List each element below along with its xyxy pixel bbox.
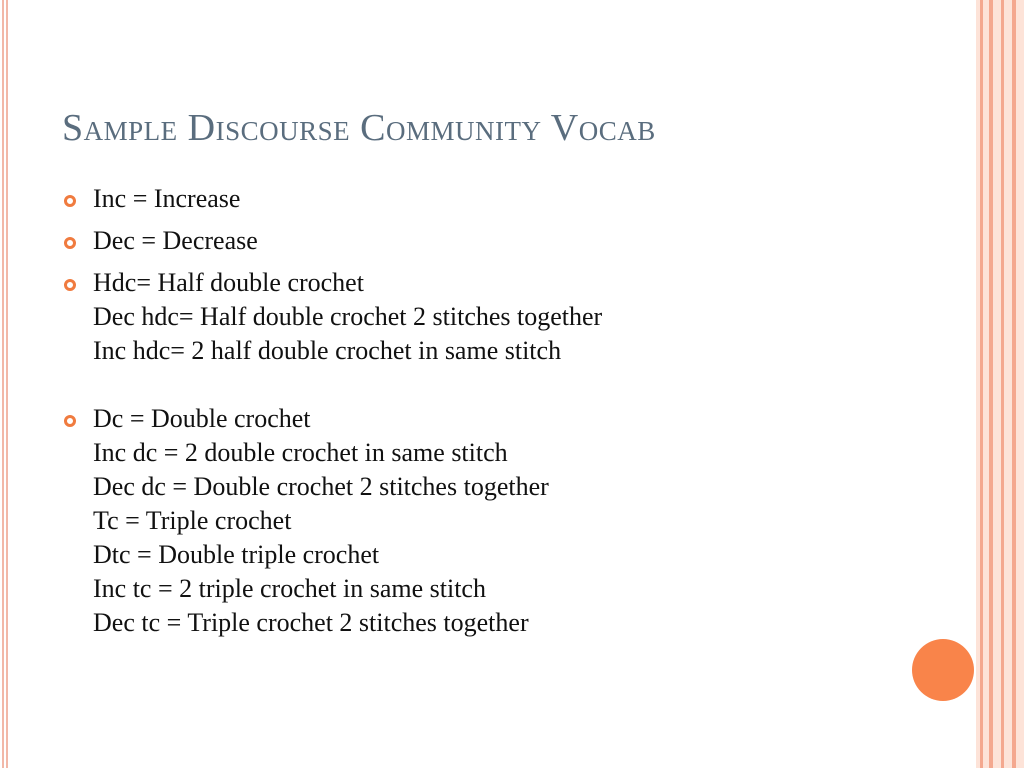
- left-border-line: [6, 0, 8, 768]
- bullet-text: Inc = Increase: [93, 184, 241, 213]
- bullet-item: [62, 224, 942, 258]
- right-border-stripe: [1001, 0, 1004, 768]
- bullet-text: Hdc= Half double crochet: [93, 268, 364, 297]
- bullet-text: Dec tc = Triple crochet 2 stitches together: [93, 608, 529, 637]
- bullet-text: Inc hdc= 2 half double crochet in same stitch: [93, 336, 562, 365]
- left-border-line: [2, 0, 4, 768]
- right-border-stripe: [1012, 0, 1016, 768]
- bullet-text: Dec dc = Double crochet 2 stitches together: [93, 472, 549, 501]
- bullet-item: [62, 182, 942, 216]
- bullet-text: Dec hdc= Half double crochet 2 stitches together: [93, 302, 603, 331]
- bullet-text: Inc dc = 2 double crochet in same stitch: [93, 438, 508, 467]
- ring-bullet-icon: [64, 195, 76, 207]
- ring-bullet-icon: [64, 415, 76, 427]
- slide-title: Sample Discourse Community Vocab: [62, 107, 656, 149]
- right-border-stripe: [989, 0, 993, 768]
- bullet-text: Dec = Decrease: [93, 226, 258, 255]
- bullet-item: [62, 266, 942, 368]
- right-border-stripe: [980, 0, 983, 768]
- ring-bullet-icon: [64, 279, 76, 291]
- bullet-text: Tc = Triple crochet: [93, 506, 292, 535]
- bullet-list: [62, 182, 942, 648]
- bullet-text: Dtc = Double triple crochet: [93, 540, 380, 569]
- accent-circle: [912, 639, 974, 701]
- bullet-text: Inc tc = 2 triple crochet in same stitch: [93, 574, 486, 603]
- ring-bullet-icon: [64, 237, 76, 249]
- bullet-text: Dc = Double crochet: [93, 404, 311, 433]
- right-border-decoration: [976, 0, 1024, 768]
- left-border-decoration: [0, 0, 10, 768]
- bullet-item: [62, 402, 942, 640]
